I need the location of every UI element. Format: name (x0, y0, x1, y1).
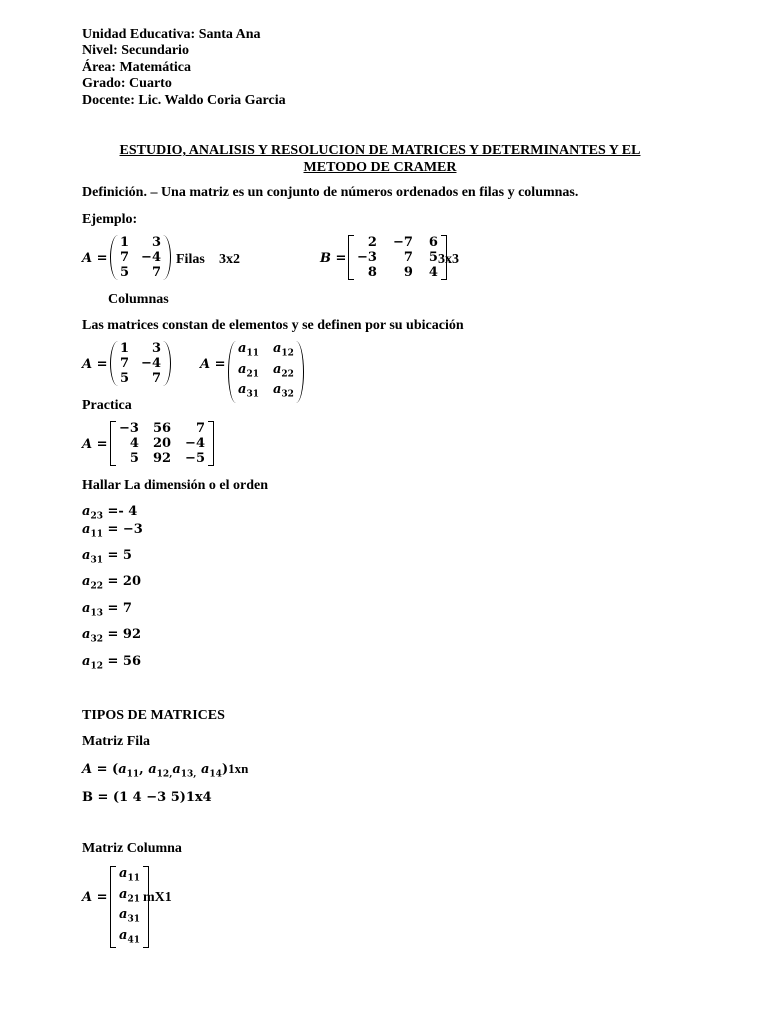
matrix-b-cell: 4 (428, 265, 438, 280)
filas-label: Filas (176, 252, 205, 267)
matrix-a2-label: A = (82, 357, 108, 372)
element-value: $a_{32} = 92$ (82, 627, 142, 645)
matrix-b-cell: 2 (367, 235, 377, 250)
element-value: $a_{22} = 20$ (82, 574, 142, 592)
matrix-b-cell: 8 (367, 265, 377, 280)
matrix-b-cell: 9 (403, 265, 413, 280)
matrix-a-cell: −4 (141, 250, 161, 265)
matrix-a2-cell: 7 (120, 356, 130, 371)
matrix-a-cell: 3 (151, 235, 161, 250)
level: Nivel: Secundario (82, 43, 189, 58)
generic-matrix-grid (238, 341, 294, 403)
element-value: $a_{13} = 7$ (82, 601, 132, 619)
generic-a-label: A = (200, 357, 226, 372)
matrix-practice-grid (119, 421, 205, 466)
row-a-lhs: A (82, 762, 93, 777)
matrix-a2-cell: −4 (141, 356, 161, 371)
matrix-practice-cell: 4 (129, 436, 139, 451)
element-value: $a_{11} = -3$ (82, 522, 143, 540)
area: Área: Matemática (82, 60, 191, 75)
columnas-label: Columnas (108, 292, 169, 307)
column-matrix-cell: $a_{21}$ (119, 886, 140, 905)
example-label: Ejemplo: (82, 212, 138, 227)
matrix-b-cell: 6 (428, 235, 438, 250)
element-value: $a_{23} =- 4$ (82, 504, 138, 522)
matrix-b (348, 235, 447, 280)
find-label: Hallar La dimensión o el orden (82, 478, 269, 493)
matrix-a2-cell: 5 (120, 371, 130, 386)
generic-matrix-cell: $a_{11}$ (238, 341, 259, 359)
element-value: $a_{31} = 5$ (82, 548, 132, 566)
matrix-practice-cell: 5 (129, 451, 139, 466)
matrix-a2 (110, 341, 171, 386)
matrix-a2-cell: 7 (151, 371, 161, 386)
column-matrix-cell: $a_{41}$ (119, 927, 140, 946)
dim-a: 3x2 (219, 252, 240, 267)
dim-b: 3x3 (438, 252, 459, 267)
school-name: Unidad Educativa: Santa Ana (82, 27, 261, 42)
matrix-a-cell: 5 (120, 265, 130, 280)
matrix-a (110, 235, 171, 280)
title-line-2: METODO DE CRAMER (303, 160, 457, 175)
matrix-practice-cell: 20 (152, 436, 172, 451)
grade: Grado: Cuarto (82, 76, 172, 91)
column-matrix-grid (119, 866, 140, 948)
column-matrix (110, 866, 149, 948)
generic-matrix-cell: $a_{32}$ (272, 382, 294, 400)
document-title (80, 142, 680, 176)
col-suffix: mX1 (143, 890, 172, 905)
matrix-b-grid (357, 235, 438, 280)
title-line-1: ESTUDIO, ANALISIS Y RESOLUCION DE MATRICES Y DETERMINANTES Y EL (119, 143, 641, 158)
matrix-a-grid (120, 235, 161, 280)
generic-matrix-cell: $a_{31}$ (238, 382, 259, 400)
matrix-practice-cell: 56 (152, 421, 172, 436)
matrix-b-cell: 7 (403, 250, 413, 265)
generic-matrix-cell: $a_{12}$ (272, 341, 294, 359)
matrix-a-cell: 7 (120, 250, 130, 265)
matrix-b-label: B = (320, 251, 347, 266)
definition: Definición. – Una matriz es un conjunto de números ordenados en filas y columnas. (82, 185, 579, 200)
matrix-b-cell: −3 (357, 250, 377, 265)
matrix-practice-cell: 92 (152, 451, 172, 466)
row-matrix-label: Matriz Fila (82, 734, 151, 749)
practica-label: Practica (82, 398, 132, 413)
matrix-a2-grid (120, 341, 161, 386)
column-matrix-label: Matriz Columna (82, 841, 182, 856)
row-matrix-a: $A = (a_{11}$, $a_{12,}a_{13,}$ $a_{14})1xn$ (82, 761, 249, 780)
matrix-a2-cell: 3 (151, 341, 161, 356)
teacher: Docente: Lic. Waldo Coria Garcia (82, 93, 286, 108)
elements-text: Las matrices constan de elementos y se definen por su ubicación (82, 318, 464, 333)
matrix-b-cell: −7 (392, 235, 413, 250)
matrix-a-cell: 7 (151, 265, 161, 280)
matrix-p-label: A = (82, 437, 108, 452)
matrix-practice (110, 421, 214, 466)
matrix-a2-cell: 1 (120, 341, 130, 356)
element-value: $a_{12} = 56$ (82, 654, 142, 672)
matrix-practice-cell: −3 (119, 421, 139, 436)
matrix-a-label: A = (82, 251, 108, 266)
generic-matrix (228, 341, 304, 403)
col-a-label: A = (82, 890, 108, 905)
column-matrix-cell: $a_{11}$ (119, 866, 140, 884)
row-a-suffix: 1xn (228, 761, 249, 776)
matrix-a-cell: 1 (120, 235, 130, 250)
generic-matrix-cell: $a_{22}$ (272, 361, 294, 380)
column-matrix-cell: $a_{31}$ (119, 907, 140, 925)
generic-matrix-cell: $a_{21}$ (238, 361, 259, 380)
matrix-practice-cell: 7 (195, 421, 205, 436)
matrix-practice-cell: −5 (185, 451, 205, 466)
types-heading: TIPOS DE MATRICES (82, 708, 225, 723)
matrix-b-cell: 5 (428, 250, 438, 265)
matrix-practice-cell: −4 (185, 436, 205, 451)
row-matrix-b: B = (1 4 −3 5)1x4 (82, 790, 212, 805)
